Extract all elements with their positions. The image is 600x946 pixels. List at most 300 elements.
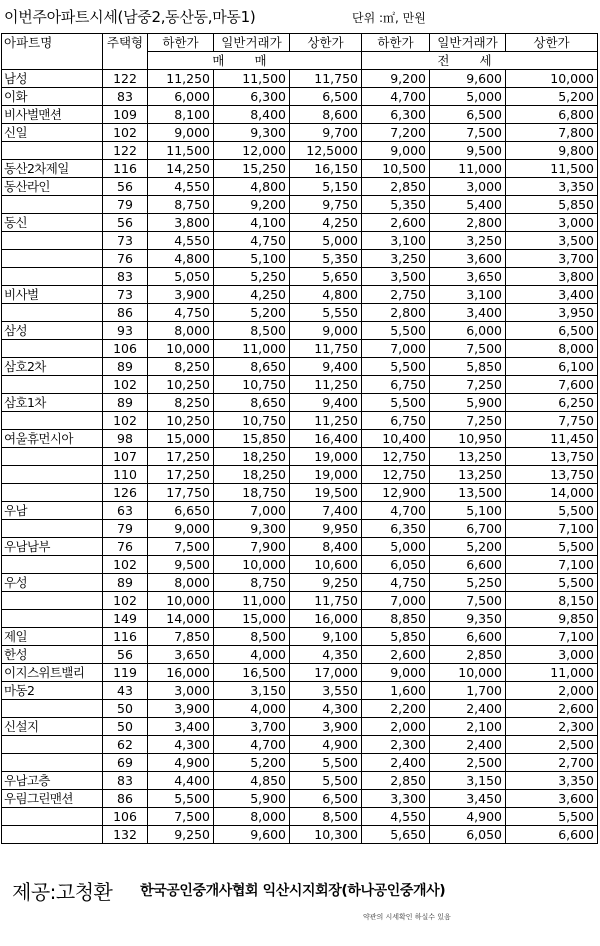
cell-sale-low: 4,550 — [148, 232, 214, 250]
cell-jeonse-low: 8,850 — [362, 610, 430, 628]
organization-label: 한국공인중개사협회 익산시지회장(하나공인중개사) — [140, 883, 446, 899]
cell-sale-low: 9,000 — [148, 124, 214, 142]
cell-jeonse-mid: 11,000 — [430, 160, 506, 178]
cell-type: 73 — [103, 286, 148, 304]
section-blank — [2, 52, 103, 70]
cell-jeonse-high: 7,600 — [506, 376, 598, 394]
cell-sale-low: 8,750 — [148, 196, 214, 214]
cell-jeonse-high: 7,800 — [506, 124, 598, 142]
cell-jeonse-mid: 3,000 — [430, 178, 506, 196]
cell-jeonse-high: 14,000 — [506, 484, 598, 502]
cell-type: 116 — [103, 628, 148, 646]
cell-sale-high: 9,400 — [290, 394, 362, 412]
col-header-type: 주택형 — [103, 34, 148, 52]
col-header-sale-mid: 일반거래가 — [214, 34, 290, 52]
cell-sale-low: 4,300 — [148, 736, 214, 754]
cell-sale-high: 5,500 — [290, 772, 362, 790]
table-row — [2, 124, 598, 142]
cell-sale-mid: 4,250 — [214, 286, 290, 304]
cell-sale-mid: 3,700 — [214, 718, 290, 736]
cell-jeonse-low: 2,300 — [362, 736, 430, 754]
cell-jeonse-mid: 2,400 — [430, 700, 506, 718]
page-title: 이번주아파트시세(남중2,동산동,마동1) — [4, 8, 256, 26]
cell-type: 106 — [103, 808, 148, 826]
cell-jeonse-high: 10,000 — [506, 70, 598, 88]
cell-jeonse-mid: 4,900 — [430, 808, 506, 826]
table-row — [2, 484, 598, 502]
cell-jeonse-low: 4,550 — [362, 808, 430, 826]
cell-sale-low: 6,000 — [148, 88, 214, 106]
cell-sale-mid: 15,850 — [214, 430, 290, 448]
cell-sale-low: 8,000 — [148, 574, 214, 592]
table-row — [2, 214, 598, 232]
section-row — [2, 52, 598, 70]
cell-sale-high: 16,400 — [290, 430, 362, 448]
cell-sale-high: 9,000 — [290, 322, 362, 340]
cell-sale-low: 8,100 — [148, 106, 214, 124]
cell-sale-high: 3,900 — [290, 718, 362, 736]
cell-sale-high: 19,500 — [290, 484, 362, 502]
table-row — [2, 448, 598, 466]
cell-jeonse-mid: 7,500 — [430, 340, 506, 358]
cell-type: 110 — [103, 466, 148, 484]
cell-sale-high: 11,750 — [290, 70, 362, 88]
cell-jeonse-low: 6,750 — [362, 376, 430, 394]
cell-sale-high: 9,250 — [290, 574, 362, 592]
cell-type: 89 — [103, 358, 148, 376]
cell-sale-mid: 10,750 — [214, 412, 290, 430]
cell-sale-mid: 10,750 — [214, 376, 290, 394]
cell-sale-mid: 7,000 — [214, 502, 290, 520]
cell-sale-mid: 5,200 — [214, 754, 290, 772]
cell-jeonse-high: 3,350 — [506, 772, 598, 790]
cell-jeonse-low: 3,250 — [362, 250, 430, 268]
table-row — [2, 664, 598, 682]
cell-sale-mid: 8,650 — [214, 358, 290, 376]
cell-sale-mid: 9,600 — [214, 826, 290, 844]
cell-jeonse-high: 11,500 — [506, 160, 598, 178]
cell-type: 50 — [103, 718, 148, 736]
cell-jeonse-high: 3,600 — [506, 790, 598, 808]
cell-jeonse-mid: 6,600 — [430, 628, 506, 646]
cell-sale-high: 5,000 — [290, 232, 362, 250]
cell-name: 제일 — [2, 628, 103, 646]
section-blank — [103, 52, 148, 70]
cell-jeonse-high: 2,700 — [506, 754, 598, 772]
cell-jeonse-mid: 3,100 — [430, 286, 506, 304]
cell-sale-mid: 9,200 — [214, 196, 290, 214]
cell-type: 86 — [103, 304, 148, 322]
cell-jeonse-low: 5,500 — [362, 394, 430, 412]
cell-name: 여울휴먼시아 — [2, 430, 103, 448]
cell-name: 동신 — [2, 214, 103, 232]
cell-sale-high: 11,250 — [290, 412, 362, 430]
cell-name: 이지스위트밸리 — [2, 664, 103, 682]
cell-sale-low: 14,250 — [148, 160, 214, 178]
table-row — [2, 574, 598, 592]
cell-jeonse-low: 5,650 — [362, 826, 430, 844]
cell-jeonse-mid: 6,700 — [430, 520, 506, 538]
table-row — [2, 502, 598, 520]
cell-jeonse-high: 13,750 — [506, 448, 598, 466]
cell-jeonse-mid: 3,250 — [430, 232, 506, 250]
cell-name — [2, 466, 103, 484]
cell-type: 126 — [103, 484, 148, 502]
cell-jeonse-mid: 5,900 — [430, 394, 506, 412]
cell-jeonse-mid: 5,400 — [430, 196, 506, 214]
cell-jeonse-high: 3,500 — [506, 232, 598, 250]
cell-name: 동산2차제일 — [2, 160, 103, 178]
table-row — [2, 430, 598, 448]
cell-jeonse-low: 6,350 — [362, 520, 430, 538]
cell-name — [2, 196, 103, 214]
table-row — [2, 808, 598, 826]
cell-sale-mid: 18,250 — [214, 466, 290, 484]
cell-jeonse-high: 8,150 — [506, 592, 598, 610]
cell-name — [2, 448, 103, 466]
table-row — [2, 232, 598, 250]
cell-sale-mid: 8,650 — [214, 394, 290, 412]
cell-name — [2, 142, 103, 160]
cell-sale-mid: 4,100 — [214, 214, 290, 232]
cell-jeonse-low: 2,800 — [362, 304, 430, 322]
table-row — [2, 718, 598, 736]
cell-jeonse-high: 5,500 — [506, 808, 598, 826]
cell-jeonse-high: 3,000 — [506, 646, 598, 664]
cell-type: 98 — [103, 430, 148, 448]
cell-sale-high: 5,550 — [290, 304, 362, 322]
cell-sale-low: 3,900 — [148, 286, 214, 304]
price-table — [1, 33, 598, 844]
cell-sale-high: 7,400 — [290, 502, 362, 520]
cell-sale-low: 9,250 — [148, 826, 214, 844]
table-row — [2, 178, 598, 196]
cell-sale-low: 11,250 — [148, 70, 214, 88]
cell-name: 우남남부 — [2, 538, 103, 556]
cell-jeonse-mid: 6,600 — [430, 556, 506, 574]
cell-jeonse-high: 2,300 — [506, 718, 598, 736]
cell-jeonse-high: 3,350 — [506, 178, 598, 196]
table-row — [2, 610, 598, 628]
table-row — [2, 268, 598, 286]
cell-jeonse-high: 13,750 — [506, 466, 598, 484]
table-row — [2, 358, 598, 376]
cell-jeonse-mid: 13,500 — [430, 484, 506, 502]
cell-type: 79 — [103, 196, 148, 214]
cell-jeonse-low: 5,500 — [362, 358, 430, 376]
cell-sale-high: 5,650 — [290, 268, 362, 286]
table-row — [2, 106, 598, 124]
cell-sale-high: 9,950 — [290, 520, 362, 538]
cell-sale-mid: 4,850 — [214, 772, 290, 790]
cell-sale-mid: 11,000 — [214, 340, 290, 358]
cell-jeonse-high: 3,700 — [506, 250, 598, 268]
cell-sale-high: 8,600 — [290, 106, 362, 124]
cell-sale-mid: 8,400 — [214, 106, 290, 124]
cell-sale-mid: 6,300 — [214, 88, 290, 106]
cell-jeonse-high: 7,750 — [506, 412, 598, 430]
cell-sale-low: 4,400 — [148, 772, 214, 790]
table-row — [2, 286, 598, 304]
cell-sale-high: 17,000 — [290, 664, 362, 682]
section-jeonse: 전세 — [362, 52, 598, 70]
cell-type: 62 — [103, 736, 148, 754]
cell-jeonse-low: 3,300 — [362, 790, 430, 808]
cell-sale-high: 9,100 — [290, 628, 362, 646]
cell-jeonse-mid: 9,600 — [430, 70, 506, 88]
cell-sale-high: 4,800 — [290, 286, 362, 304]
cell-sale-high: 11,750 — [290, 340, 362, 358]
cell-type: 79 — [103, 520, 148, 538]
cell-jeonse-low: 2,600 — [362, 646, 430, 664]
table-row — [2, 250, 598, 268]
cell-name — [2, 484, 103, 502]
cell-jeonse-high: 5,500 — [506, 574, 598, 592]
cell-name — [2, 412, 103, 430]
cell-sale-mid: 5,100 — [214, 250, 290, 268]
cell-jeonse-low: 5,000 — [362, 538, 430, 556]
col-header-jeonse-low: 하한가 — [362, 34, 430, 52]
cell-jeonse-low: 6,750 — [362, 412, 430, 430]
table-row — [2, 646, 598, 664]
cell-type: 106 — [103, 340, 148, 358]
cell-name — [2, 610, 103, 628]
cell-jeonse-high: 11,450 — [506, 430, 598, 448]
cell-sale-high: 16,150 — [290, 160, 362, 178]
cell-jeonse-mid: 10,950 — [430, 430, 506, 448]
cell-sale-low: 5,500 — [148, 790, 214, 808]
footer-note: 약관의 시세확인 하실수 있음 — [363, 913, 451, 921]
table-row — [2, 790, 598, 808]
cell-jeonse-mid: 13,250 — [430, 448, 506, 466]
cell-jeonse-low: 2,400 — [362, 754, 430, 772]
cell-jeonse-mid: 7,500 — [430, 592, 506, 610]
cell-jeonse-high: 5,850 — [506, 196, 598, 214]
cell-sale-high: 3,550 — [290, 682, 362, 700]
cell-type: 83 — [103, 88, 148, 106]
cell-jeonse-mid: 13,250 — [430, 466, 506, 484]
cell-sale-mid: 5,200 — [214, 304, 290, 322]
cell-jeonse-mid: 2,400 — [430, 736, 506, 754]
table-row — [2, 196, 598, 214]
cell-sale-low: 4,750 — [148, 304, 214, 322]
col-header-sale-high: 상한가 — [290, 34, 362, 52]
table-row — [2, 466, 598, 484]
col-header-jeonse-mid: 일반거래가 — [430, 34, 506, 52]
table-row — [2, 412, 598, 430]
table-row — [2, 376, 598, 394]
cell-jeonse-mid: 7,250 — [430, 376, 506, 394]
cell-type: 119 — [103, 664, 148, 682]
cell-sale-mid: 9,300 — [214, 520, 290, 538]
cell-jeonse-low: 7,200 — [362, 124, 430, 142]
cell-jeonse-mid: 1,700 — [430, 682, 506, 700]
cell-type: 109 — [103, 106, 148, 124]
cell-sale-low: 14,000 — [148, 610, 214, 628]
cell-name: 신일 — [2, 124, 103, 142]
cell-jeonse-mid: 5,850 — [430, 358, 506, 376]
cell-jeonse-high: 3,800 — [506, 268, 598, 286]
cell-jeonse-mid: 3,450 — [430, 790, 506, 808]
cell-type: 107 — [103, 448, 148, 466]
cell-sale-mid: 3,150 — [214, 682, 290, 700]
cell-jeonse-low: 2,600 — [362, 214, 430, 232]
cell-sale-low: 17,250 — [148, 448, 214, 466]
cell-type: 89 — [103, 574, 148, 592]
cell-name — [2, 700, 103, 718]
cell-sale-low: 11,500 — [148, 142, 214, 160]
cell-sale-high: 8,400 — [290, 538, 362, 556]
cell-sale-low: 3,800 — [148, 214, 214, 232]
cell-sale-low: 3,000 — [148, 682, 214, 700]
cell-name: 이화 — [2, 88, 103, 106]
cell-sale-mid: 11,500 — [214, 70, 290, 88]
cell-sale-low: 10,250 — [148, 412, 214, 430]
cell-jeonse-high: 6,500 — [506, 322, 598, 340]
table-row — [2, 682, 598, 700]
cell-jeonse-high: 3,000 — [506, 214, 598, 232]
cell-jeonse-low: 5,850 — [362, 628, 430, 646]
cell-sale-low: 17,750 — [148, 484, 214, 502]
cell-sale-high: 5,350 — [290, 250, 362, 268]
cell-jeonse-high: 5,500 — [506, 502, 598, 520]
cell-sale-low: 16,000 — [148, 664, 214, 682]
cell-jeonse-high: 5,500 — [506, 538, 598, 556]
cell-jeonse-low: 9,000 — [362, 142, 430, 160]
cell-sale-mid: 4,700 — [214, 736, 290, 754]
cell-jeonse-high: 2,500 — [506, 736, 598, 754]
cell-jeonse-low: 4,750 — [362, 574, 430, 592]
cell-sale-high: 9,700 — [290, 124, 362, 142]
cell-sale-high: 9,400 — [290, 358, 362, 376]
cell-name: 우남 — [2, 502, 103, 520]
cell-sale-low: 10,250 — [148, 376, 214, 394]
cell-jeonse-low: 2,850 — [362, 178, 430, 196]
cell-name: 우림그린맨션 — [2, 790, 103, 808]
cell-type: 93 — [103, 322, 148, 340]
cell-sale-low: 3,900 — [148, 700, 214, 718]
cell-sale-high: 4,350 — [290, 646, 362, 664]
cell-jeonse-high: 6,100 — [506, 358, 598, 376]
cell-sale-mid: 8,000 — [214, 808, 290, 826]
cell-type: 132 — [103, 826, 148, 844]
cell-jeonse-low: 4,700 — [362, 88, 430, 106]
cell-name — [2, 250, 103, 268]
cell-jeonse-low: 2,000 — [362, 718, 430, 736]
table-row — [2, 520, 598, 538]
cell-jeonse-mid: 3,150 — [430, 772, 506, 790]
cell-type: 102 — [103, 124, 148, 142]
cell-type: 83 — [103, 772, 148, 790]
cell-jeonse-high: 9,850 — [506, 610, 598, 628]
cell-jeonse-low: 9,200 — [362, 70, 430, 88]
cell-jeonse-mid: 2,100 — [430, 718, 506, 736]
cell-type: 50 — [103, 700, 148, 718]
cell-sale-high: 8,500 — [290, 808, 362, 826]
cell-sale-high: 10,600 — [290, 556, 362, 574]
table-row — [2, 340, 598, 358]
cell-jeonse-high: 7,100 — [506, 520, 598, 538]
cell-jeonse-low: 10,500 — [362, 160, 430, 178]
cell-sale-low: 9,500 — [148, 556, 214, 574]
cell-sale-mid: 16,500 — [214, 664, 290, 682]
cell-sale-high: 4,250 — [290, 214, 362, 232]
cell-sale-high: 11,750 — [290, 592, 362, 610]
cell-sale-low: 7,500 — [148, 538, 214, 556]
cell-name — [2, 826, 103, 844]
cell-sale-mid: 9,300 — [214, 124, 290, 142]
cell-type: 43 — [103, 682, 148, 700]
cell-name: 신설지 — [2, 718, 103, 736]
unit-label: 단위 :㎡, 만원 — [352, 11, 426, 25]
cell-type: 102 — [103, 412, 148, 430]
cell-name — [2, 736, 103, 754]
cell-name — [2, 232, 103, 250]
cell-jeonse-low: 3,100 — [362, 232, 430, 250]
cell-sale-low: 9,000 — [148, 520, 214, 538]
cell-name — [2, 808, 103, 826]
cell-jeonse-mid: 5,100 — [430, 502, 506, 520]
cell-jeonse-mid: 3,600 — [430, 250, 506, 268]
cell-sale-mid: 18,250 — [214, 448, 290, 466]
cell-jeonse-mid: 2,800 — [430, 214, 506, 232]
col-header-sale-low: 하한가 — [148, 34, 214, 52]
cell-sale-low: 6,650 — [148, 502, 214, 520]
cell-type: 56 — [103, 214, 148, 232]
cell-name — [2, 304, 103, 322]
cell-jeonse-mid: 5,200 — [430, 538, 506, 556]
cell-jeonse-mid: 3,650 — [430, 268, 506, 286]
cell-name — [2, 376, 103, 394]
cell-sale-low: 4,900 — [148, 754, 214, 772]
cell-sale-low: 8,250 — [148, 394, 214, 412]
cell-jeonse-low: 1,600 — [362, 682, 430, 700]
cell-jeonse-high: 2,600 — [506, 700, 598, 718]
cell-sale-mid: 8,750 — [214, 574, 290, 592]
cell-sale-mid: 15,250 — [214, 160, 290, 178]
cell-sale-low: 10,000 — [148, 592, 214, 610]
cell-name: 우성 — [2, 574, 103, 592]
cell-jeonse-low: 2,200 — [362, 700, 430, 718]
cell-name: 삼호1차 — [2, 394, 103, 412]
cell-jeonse-high: 3,400 — [506, 286, 598, 304]
cell-name: 비사벌맨션 — [2, 106, 103, 124]
cell-jeonse-low: 6,050 — [362, 556, 430, 574]
cell-name: 우남고층 — [2, 772, 103, 790]
table-row — [2, 736, 598, 754]
cell-sale-high: 12,5000 — [290, 142, 362, 160]
cell-name — [2, 592, 103, 610]
section-sale: 매매 — [148, 52, 362, 70]
cell-jeonse-low: 12,750 — [362, 448, 430, 466]
cell-jeonse-low: 5,500 — [362, 322, 430, 340]
cell-jeonse-mid: 6,500 — [430, 106, 506, 124]
cell-name: 마동2 — [2, 682, 103, 700]
table-row — [2, 628, 598, 646]
cell-sale-mid: 4,800 — [214, 178, 290, 196]
cell-type: 149 — [103, 610, 148, 628]
table-row — [2, 538, 598, 556]
cell-sale-low: 5,050 — [148, 268, 214, 286]
cell-jeonse-low: 2,750 — [362, 286, 430, 304]
cell-jeonse-high: 11,000 — [506, 664, 598, 682]
cell-name — [2, 268, 103, 286]
cell-jeonse-low: 7,000 — [362, 592, 430, 610]
cell-sale-high: 19,000 — [290, 448, 362, 466]
cell-jeonse-high: 8,000 — [506, 340, 598, 358]
table-row — [2, 700, 598, 718]
cell-jeonse-low: 9,000 — [362, 664, 430, 682]
